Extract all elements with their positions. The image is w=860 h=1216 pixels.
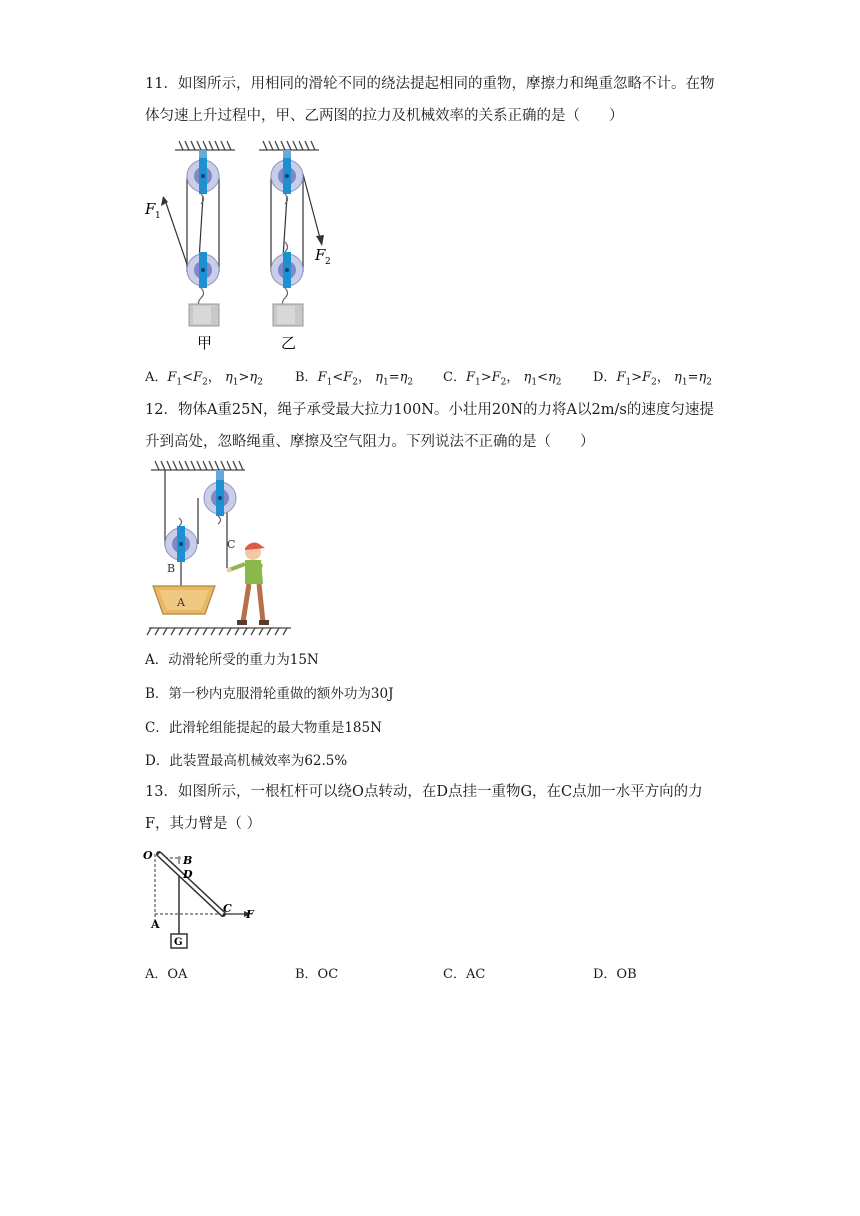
question-11-options [145,366,745,386]
question-13-options [145,963,745,983]
lever-label-c: C [223,902,232,915]
lever-label-g: G [174,937,183,948]
q13-option-a[interactable]: A．OA [145,967,188,982]
force-f2-label: F [315,246,326,264]
pulley-figure-worker [145,458,295,636]
q12-option-c[interactable]: C．此滑轮组能提起的最大物重是185N [145,720,382,736]
lever-label-a: A [151,918,160,931]
question-11-text: 11．如图所示，用相同的滑轮不同的绕法提起相同的重物，摩擦力和绳重忽略不计。在物体匀速上升过程中，甲、乙两图的拉力及机械效率的关系正确的是（ ） [145,76,715,124]
force-f1-sub: 1 [155,211,161,221]
figure-label-yi: 乙 [281,334,297,352]
label-b: B [167,562,176,575]
pulley-figure-jia-yi [135,138,345,356]
lever-figure [143,848,265,950]
q11-option-a[interactable]: A．$F_1<F_2$， $\eta_1>\eta_2$ [145,370,263,388]
q12-option-d[interactable]: D．此装置最高机械效率为62.5% [145,753,348,769]
label-c: C [227,538,236,551]
q12-option-a[interactable]: A．动滑轮所受的重力为15N [145,652,319,668]
question-13-text: 13．如图所示，一根杠杆可以绕O点转动，在D点挂一重物G，在C点加一水平方向的力F，其力臂是（ ） [145,784,703,832]
q13-option-d[interactable]: D．OB [593,967,637,982]
lever-label-f: F [246,908,254,921]
q12-option-b[interactable]: B．第一秒内克服滑轮重做的额外功为30J [145,686,394,702]
q11-option-d[interactable]: D．$F_1>F_2$， $\eta_1=\eta_2$ [593,370,712,388]
lever-label-o: O [143,849,153,862]
q11-option-c[interactable]: C．$F_1>F_2$， $\eta_1<\eta_2$ [443,370,562,388]
force-f2-sub: 2 [325,257,331,267]
q13-option-b[interactable]: B．OC [295,967,339,982]
worker-figure [227,542,270,625]
figure-label-jia: 甲 [197,334,213,352]
lever-label-d: D [183,868,193,881]
q13-option-c[interactable]: C．AC [443,967,486,982]
question-12-text: 12．物体A重25N，绳子承受最大拉力100N。小壮用20N的力将A以2m/s的速度匀速提升到高处，忽略绳重、摩擦及空气阻力。下列说法不正确的是（ ） [145,402,714,450]
q11-option-b[interactable]: B．$F_1<F_2$， $\eta_1=\eta_2$ [295,370,414,388]
lever-label-b: B [183,854,193,867]
label-a: A [177,596,185,609]
force-f1-label: F [145,200,156,218]
